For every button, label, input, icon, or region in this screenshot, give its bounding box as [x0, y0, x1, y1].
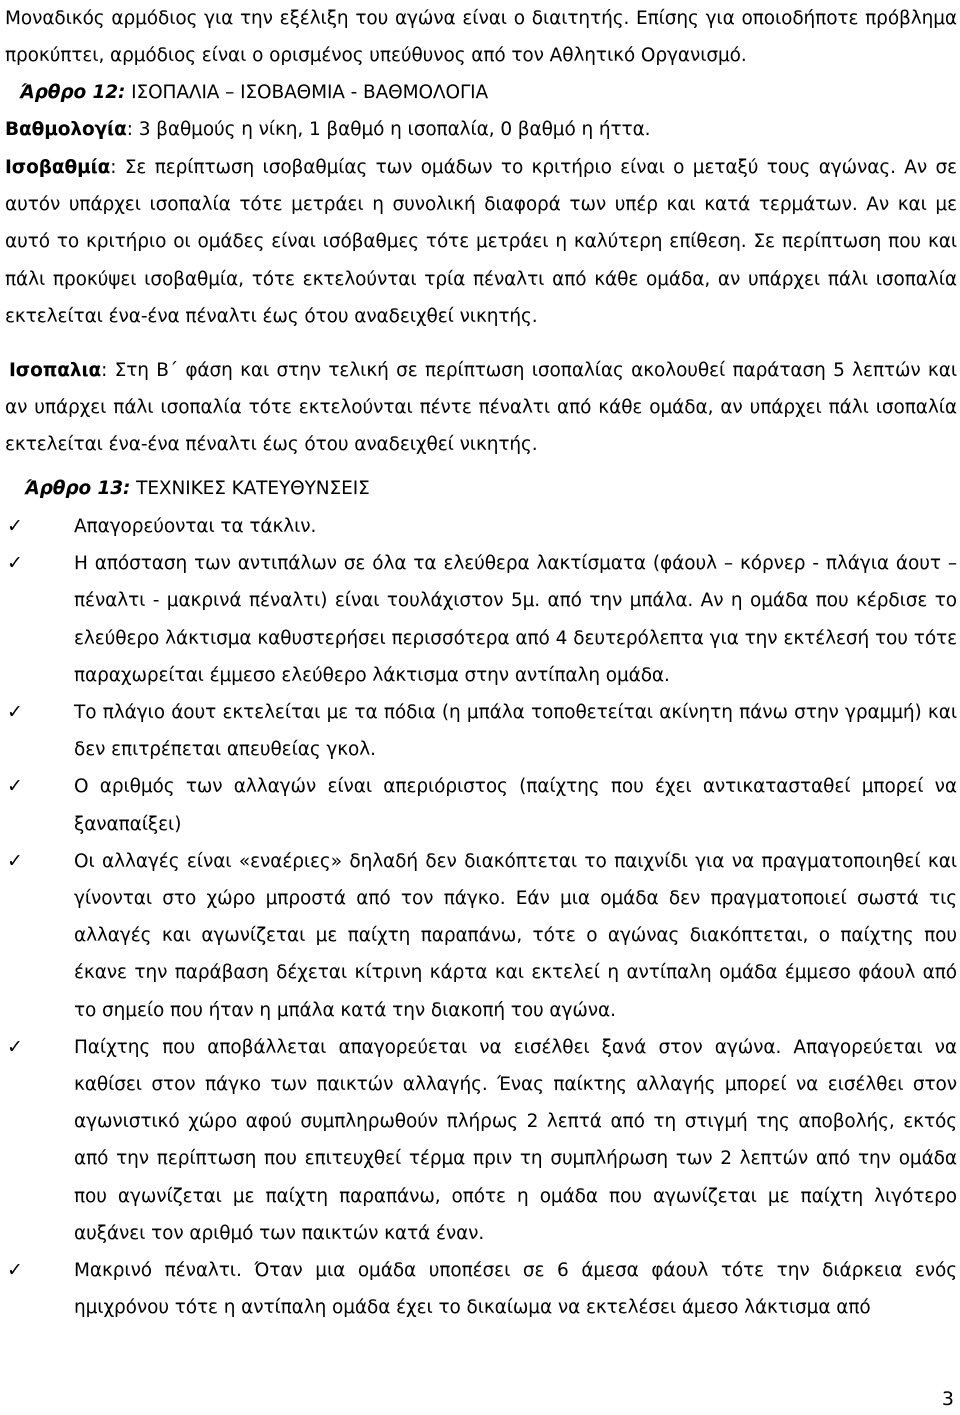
- checkmark-icon: ✓: [7, 515, 23, 537]
- scoring-text: : 3 βαθμούς η νίκη, 1 βαθμό η ισοπαλία, 0 βαθμό η ήττα.: [126, 119, 651, 140]
- article-12-heading: [5, 74, 960, 111]
- article-12-label: Άρθρο 12:: [20, 82, 126, 103]
- list-item: ✓ Απαγορεύονται τα τάκλιν.: [5, 508, 957, 545]
- tiebreak-text: : Σε περίπτωση ισοβαθμίας των ομάδων το κριτήριο είναι ο μεταξύ τους αγώνας. Αν σε αυτόν υπάρχει ισοπαλία τότε μετράει η συνολική διαφορά των υπέρ και κατά τερμάτων. Αν και με αυτό το κριτήριο οι ομάδες είναι ισόβαθμες τότε μετράει η καλύτερη επίθεση. Σε περίπτωση που και πάλι προκύψει ισοβαθμία, τότε εκτελούνται τρία πέναλτι από κάθε ομάδα, αν υπάρχει πάλι ισοπαλία εκτελείται ένα-ένα πέναλτι έως ότου αναδειχθεί νικητής.: [5, 157, 957, 327]
- checkmark-icon: ✓: [7, 1259, 23, 1282]
- checkmark-icon: ✓: [7, 701, 23, 724]
- technical-guidelines-list: [5, 508, 957, 1326]
- tiebreak-paragraph: [5, 149, 957, 335]
- scoring-label: Βαθμολογία: [5, 119, 127, 140]
- list-item: ✓ Η απόσταση των αντιπάλων σε όλα τα ελεύθερα λακτίσματα (φάουλ – κόρνερ - πλάγια άουτ –πέναλτι - μακρινά πέναλτι) είναι τουλάχιστον 5μ. από την μπάλα. Αν η ομάδα που κέρδισε το ελεύθερο λάκτισμα καθυστερήσει περισσότερα από 4 δευτερόλεπτα για την εκτέλεσή του τότε παραχωρείται έμμεσο ελεύθερο λάκτισμα στην αντίπαλη ομάδα.: [5, 545, 957, 694]
- checkmark-icon: ✓: [7, 552, 23, 575]
- draw-paragraph: [5, 352, 957, 464]
- page-number: 3: [941, 1388, 954, 1410]
- article-12-title: ΙΣΟΠΑΛΙΑ – ΙΣΟΒΑΘΜΙΑ - ΒΑΘΜΟΛΟΓΙΑ: [125, 82, 489, 103]
- checkmark-icon: ✓: [7, 1035, 23, 1058]
- list-item: ✓ Οι αλλαγές είναι «εναέριες» δηλαδή δεν διακόπτεται το παιχνίδι για να πραγματοποιηθεί και γίνονται στο χώρο μπροστά από τον πάγκο. Εάν μια ομάδα δεν πραγματοποιεί σωστά τις αλλαγές και αγωνίζεται με παίχτη παραπάνω, τότε ο αγώνας διακόπτεται, ο παίχτης που έκανε την παράβαση δέχεται κίτρινη κάρτα και εκτελεί η αντίπαλη ομάδα έμμεσο φάουλ από το σημείο που ήταν η μπάλα κατά την διακοπή του αγώνα.: [5, 843, 957, 1029]
- article-13-heading: [5, 470, 960, 507]
- list-item: ✓ Ο αριθμός των αλλαγών είναι απεριόριστος (παίχτης που έχει αντικατασταθεί μπορεί να ξαναπαίξει): [5, 768, 957, 842]
- list-item: ✓ Μακρινό πέναλτι. Όταν μια ομάδα υποπέσει σε 6 άμεσα φάουλ τότε την διάρκεια ενός ημιχρόνου τότε η αντίπαλη ομάδα έχει το δικαίωμα να εκτελέσει άμεσο λάκτισμα από: [5, 1252, 957, 1326]
- article-13-label: Άρθρο 13:: [25, 478, 131, 499]
- checkmark-icon: ✓: [7, 775, 23, 798]
- tiebreak-label: Ισοβαθμία: [5, 157, 111, 178]
- draw-label: Ισοπαλια: [9, 360, 102, 381]
- scoring-paragraph: [5, 111, 957, 148]
- draw-text: : Στη Β΄ φάση και στην τελική σε περίπτωση ισοπαλίας ακολουθεί παράταση 5 λεπτών και αν υπάρχει πάλι ισοπαλία τότε εκτελούνται πέντε πέναλτι από κάθε ομάδα, αν υπάρχει πάλι ισοπαλία εκτελείται ένα-ένα πέναλτι έως ότου αναδειχθεί νικητής.: [5, 360, 957, 456]
- list-item: ✓ Παίχτης που αποβάλλεται απαγορεύεται να εισέλθει ξανά στον αγώνα. Απαγορεύεται να καθίσει στον πάγκο των παικτών αλλαγής. Ένας παίκτης αλλαγής μπορεί να εισέλθει στον αγωνιστικό χώρο αφού συμπληρωθούν πλήρως 2 λεπτά από τη στιγμή της αποβολής, εκτός από την περίπτωση που επιτευχθεί τέρμα πριν τη συμπλήρωση των 2 λεπτών από την ομάδα που αγωνίζεται με παίχτη παραπάνω, οπότε η ομάδα που αγωνίζεται με παίχτη λιγότερο αυξάνει τον αριθμό των παικτών κατά έναν.: [5, 1029, 957, 1252]
- intro-text: Μοναδικός αρμόδιος για την εξέλιξη του αγώνα είναι ο διαιτητής. Επίσης για οποιοδήποτε πρόβλημα προκύπτει, αρμόδιος είναι ο ορισμένος υπεύθυνος από τον Αθλητικό Οργανισμό.: [5, 8, 957, 67]
- list-item: ✓ Το πλάγιο άουτ εκτελείται με τα πόδια (η μπάλα τοποθετείται ακίνητη πάνω στην γραμμή) και δεν επιτρέπεται απευθείας γκολ.: [5, 694, 957, 768]
- article-13-title: ΤΕΧΝΙΚΕΣ ΚΑΤΕΥΘΥΝΣΕΙΣ: [130, 478, 370, 499]
- checkmark-icon: ✓: [7, 849, 23, 872]
- intro-paragraph: [5, 0, 957, 74]
